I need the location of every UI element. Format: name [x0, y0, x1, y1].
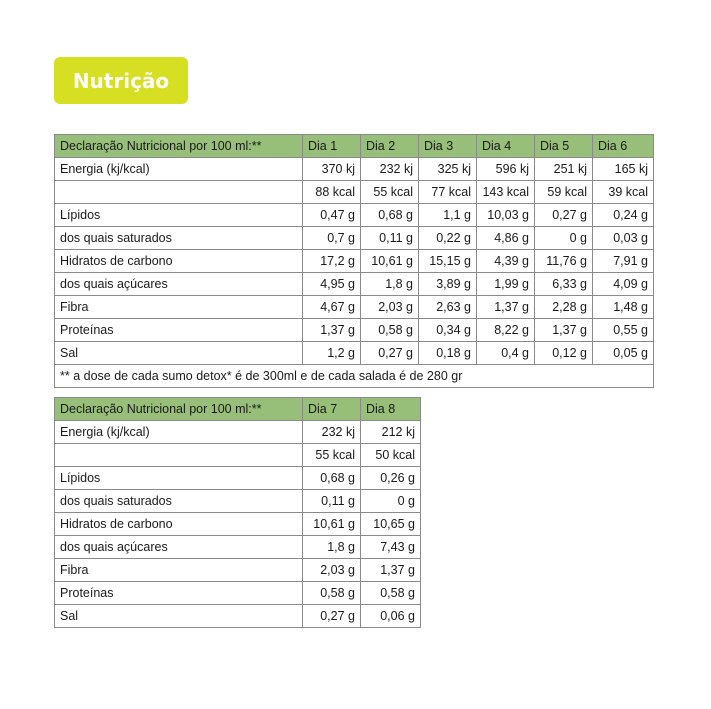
value-cell: 4,09 g	[593, 273, 654, 296]
table-footer	[55, 365, 654, 388]
value-cell: 0,11 g	[303, 490, 361, 513]
value-cell: 17,2 g	[303, 250, 361, 273]
column-header-day: Dia 3	[419, 135, 477, 158]
row-label: Sal	[55, 605, 303, 628]
value-cell: 10,03 g	[477, 204, 535, 227]
value-cell: 1,8 g	[361, 273, 419, 296]
value-cell: 0,47 g	[303, 204, 361, 227]
value-cell: 6,33 g	[535, 273, 593, 296]
value-cell: 143 kcal	[477, 181, 535, 204]
value-cell: 0,22 g	[419, 227, 477, 250]
row-label: Energia (kj/kcal)	[55, 421, 303, 444]
table-row	[55, 227, 654, 250]
header-row	[55, 135, 654, 158]
table-row	[55, 273, 654, 296]
table-row	[55, 296, 654, 319]
value-cell: 0,58 g	[361, 582, 421, 605]
value-cell: 10,65 g	[361, 513, 421, 536]
table-row	[55, 467, 421, 490]
row-label: Lípidos	[55, 204, 303, 227]
value-cell: 10,61 g	[361, 250, 419, 273]
table-row	[55, 158, 654, 181]
row-label: Fibra	[55, 559, 303, 582]
value-cell: 0,27 g	[361, 342, 419, 365]
value-cell: 165 kj	[593, 158, 654, 181]
value-cell: 370 kj	[303, 158, 361, 181]
value-cell: 0,58 g	[361, 319, 419, 342]
column-header-day: Dia 1	[303, 135, 361, 158]
value-cell: 1,2 g	[303, 342, 361, 365]
value-cell: 0,68 g	[361, 204, 419, 227]
value-cell: 596 kj	[477, 158, 535, 181]
column-header-day: Dia 7	[303, 398, 361, 421]
value-cell: 2,03 g	[361, 296, 419, 319]
value-cell: 1,99 g	[477, 273, 535, 296]
value-cell: 4,67 g	[303, 296, 361, 319]
value-cell: 0,27 g	[535, 204, 593, 227]
value-cell: 0,58 g	[303, 582, 361, 605]
table-row	[55, 181, 654, 204]
value-cell: 11,76 g	[535, 250, 593, 273]
value-cell: 0,7 g	[303, 227, 361, 250]
column-header-day: Dia 5	[535, 135, 593, 158]
table-row	[55, 582, 421, 605]
value-cell: 0,06 g	[361, 605, 421, 628]
row-label: Hidratos de carbono	[55, 513, 303, 536]
value-cell: 0,55 g	[593, 319, 654, 342]
table-body	[55, 158, 654, 365]
value-cell: 232 kj	[361, 158, 419, 181]
value-cell: 232 kj	[303, 421, 361, 444]
value-cell: 0,03 g	[593, 227, 654, 250]
value-cell: 77 kcal	[419, 181, 477, 204]
table-row	[55, 250, 654, 273]
column-header-day: Dia 2	[361, 135, 419, 158]
column-header-declaration: Declaração Nutricional por 100 ml:**	[55, 398, 303, 421]
value-cell: 4,86 g	[477, 227, 535, 250]
row-label: Hidratos de carbono	[55, 250, 303, 273]
value-cell: 0,26 g	[361, 467, 421, 490]
row-label: Energia (kj/kcal)	[55, 158, 303, 181]
row-label: Fibra	[55, 296, 303, 319]
row-label: dos quais açúcares	[55, 273, 303, 296]
table-row	[55, 421, 421, 444]
value-cell: 88 kcal	[303, 181, 361, 204]
row-label: dos quais açúcares	[55, 536, 303, 559]
value-cell: 0,27 g	[303, 605, 361, 628]
value-cell: 1,37 g	[535, 319, 593, 342]
value-cell: 4,95 g	[303, 273, 361, 296]
table-row	[55, 444, 421, 467]
value-cell: 7,43 g	[361, 536, 421, 559]
row-label	[55, 181, 303, 204]
value-cell: 1,1 g	[419, 204, 477, 227]
column-header-declaration: Declaração Nutricional por 100 ml:**	[55, 135, 303, 158]
table-row	[55, 513, 421, 536]
value-cell: 7,91 g	[593, 250, 654, 273]
value-cell: 212 kj	[361, 421, 421, 444]
value-cell: 0,18 g	[419, 342, 477, 365]
value-cell: 0,24 g	[593, 204, 654, 227]
value-cell: 0,12 g	[535, 342, 593, 365]
table-header	[55, 135, 654, 158]
table-row	[55, 605, 421, 628]
table-body	[55, 421, 421, 628]
value-cell: 15,15 g	[419, 250, 477, 273]
column-header-day: Dia 4	[477, 135, 535, 158]
value-cell: 325 kj	[419, 158, 477, 181]
value-cell: 0 g	[361, 490, 421, 513]
value-cell: 251 kj	[535, 158, 593, 181]
value-cell: 0,11 g	[361, 227, 419, 250]
value-cell: 1,48 g	[593, 296, 654, 319]
value-cell: 55 kcal	[361, 181, 419, 204]
nutrition-table-days-7-8	[54, 397, 421, 628]
table-row	[55, 536, 421, 559]
value-cell: 4,39 g	[477, 250, 535, 273]
row-label: Sal	[55, 342, 303, 365]
value-cell: 39 kcal	[593, 181, 654, 204]
value-cell: 2,28 g	[535, 296, 593, 319]
row-label: dos quais saturados	[55, 490, 303, 513]
value-cell: 0,4 g	[477, 342, 535, 365]
value-cell: 1,37 g	[303, 319, 361, 342]
value-cell: 0 g	[535, 227, 593, 250]
table-row	[55, 204, 654, 227]
row-label: Lípidos	[55, 467, 303, 490]
header-row	[55, 398, 421, 421]
footnote: ** a dose de cada sumo detox* é de 300ml e de cada salada é de 280 gr	[55, 365, 654, 388]
value-cell: 0,68 g	[303, 467, 361, 490]
note-row	[55, 365, 654, 388]
column-header-day: Dia 6	[593, 135, 654, 158]
value-cell: 0,34 g	[419, 319, 477, 342]
row-label: Proteínas	[55, 319, 303, 342]
value-cell: 55 kcal	[303, 444, 361, 467]
table-row	[55, 490, 421, 513]
value-cell: 50 kcal	[361, 444, 421, 467]
nutrition-table-days-1-6	[54, 134, 654, 388]
table-row	[55, 319, 654, 342]
row-label: Proteínas	[55, 582, 303, 605]
value-cell: 3,89 g	[419, 273, 477, 296]
value-cell: 2,63 g	[419, 296, 477, 319]
row-label	[55, 444, 303, 467]
table-row	[55, 559, 421, 582]
value-cell: 0,05 g	[593, 342, 654, 365]
table-header	[55, 398, 421, 421]
section-title-badge: Nutrição	[54, 57, 188, 104]
value-cell: 1,8 g	[303, 536, 361, 559]
value-cell: 8,22 g	[477, 319, 535, 342]
value-cell: 59 kcal	[535, 181, 593, 204]
row-label: dos quais saturados	[55, 227, 303, 250]
value-cell: 1,37 g	[361, 559, 421, 582]
table-row	[55, 342, 654, 365]
value-cell: 1,37 g	[477, 296, 535, 319]
column-header-day: Dia 8	[361, 398, 421, 421]
value-cell: 10,61 g	[303, 513, 361, 536]
value-cell: 2,03 g	[303, 559, 361, 582]
